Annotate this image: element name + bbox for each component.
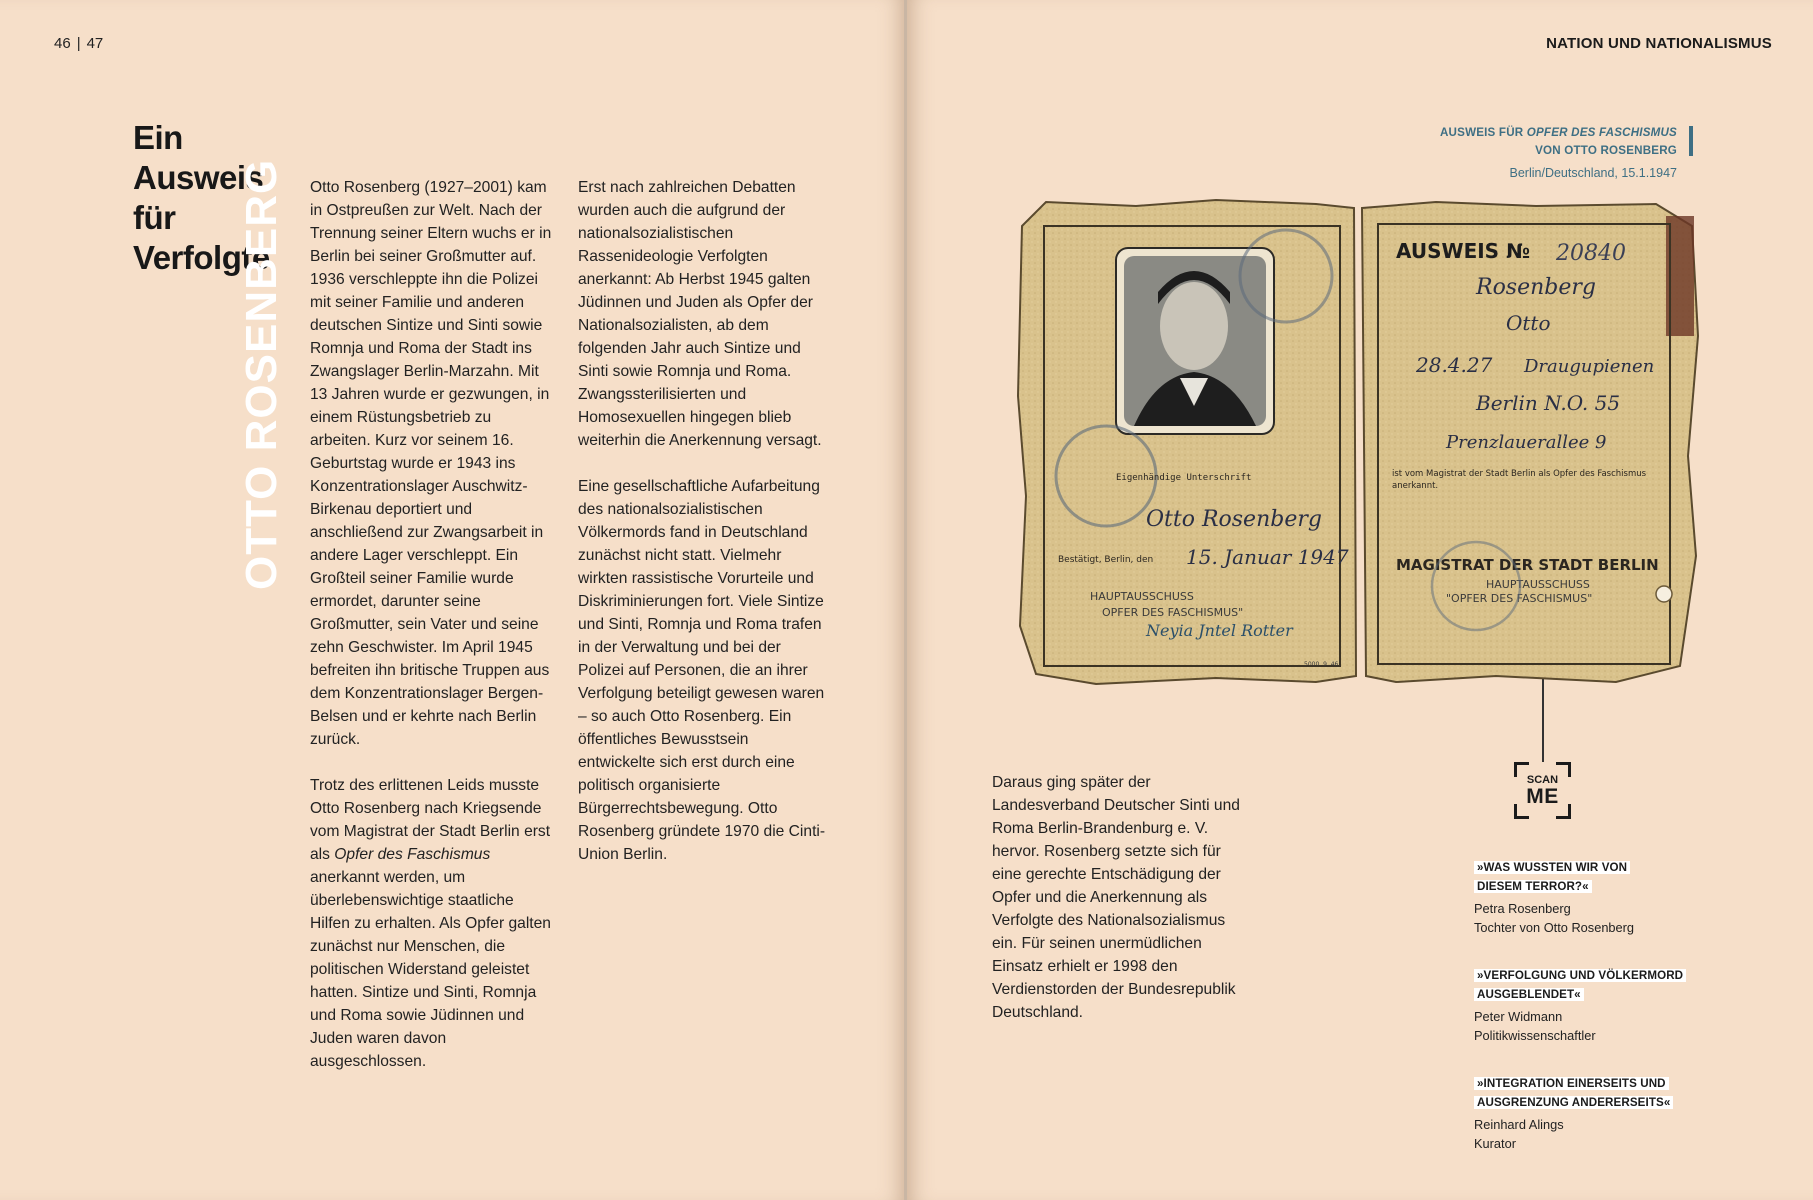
body-paragraph: Daraus ging später der Landesverband Deutscher Sinti und Roma Berlin-Brandenburg e. V. hervor. Rosenberg setzte sich für eine gerechte Entschädigung der Opfer und die Anerkennung als Verfolgte des Nationalsozialismus ein. Für seinen unermüdlichen Einsatz erhielt er 1998 den Verdienstorden der Bundesrepublik Deutschland.: [992, 774, 1240, 1021]
print-code: 5000. 9. 46: [1304, 661, 1339, 668]
scan-me-code[interactable]: [1514, 762, 1571, 819]
video-item[interactable]: [1474, 966, 1704, 1045]
vertical-person-name: OTTO ROSENBERG: [237, 158, 286, 590]
id-number: 20840: [1556, 241, 1626, 266]
page-number-right: 47: [86, 35, 104, 52]
image-caption: [1440, 124, 1677, 180]
video-list: [1474, 858, 1704, 1182]
caption-accent-bar: [1689, 126, 1693, 156]
signature-label: Eigenhändige Unterschrift: [1116, 473, 1252, 483]
video-item[interactable]: [1474, 858, 1704, 937]
video-speaker-role: Politikwissenschaftler: [1474, 1028, 1596, 1043]
page-numbers: [54, 35, 103, 52]
birthplace-entry: Draugupienen: [1524, 356, 1655, 377]
video-speaker: Peter Widmann: [1474, 1009, 1563, 1024]
street-entry: Prenzlauerallee 9: [1446, 432, 1607, 453]
id-heading: AUSWEIS №: [1396, 239, 1531, 263]
video-title: »VERFOLGUNG UND VÖLKERMORD AUSGEBLENDET«: [1474, 969, 1686, 1001]
caption-title: AUSWEIS FÜR OPFER DES FASCHISMUS: [1439, 126, 1677, 139]
scan-label: SCAN: [1526, 774, 1559, 786]
authority-name: MAGISTRAT DER STADT BERLIN: [1396, 556, 1659, 574]
video-title: »INTEGRATION EINERSEITS UND AUSGRENZUNG ANDERERSEITS«: [1474, 1077, 1673, 1109]
page-number-left: 46: [54, 35, 71, 52]
id-card-photo: [1016, 196, 1700, 696]
me-label: ME: [1526, 785, 1559, 808]
italic-term: Opfer des Faschismus: [334, 846, 491, 863]
video-speaker: Petra Rosenberg: [1474, 901, 1571, 916]
city-entry: Berlin N.O. 55: [1476, 391, 1621, 415]
grommet-hole: [1656, 586, 1672, 602]
video-speaker: Reinhard Alings: [1474, 1117, 1564, 1132]
confirm-date: 15. Januar 1947: [1186, 545, 1349, 569]
body-paragraph: Otto Rosenberg (1927–2001) kam in Ostpreußen zur Welt. Nach der Trennung seiner Eltern wuchs er in Berlin bei seiner Großmutter auf. 1936 verschleppte ihn die Polizei mit seiner Familie und anderen deutschen Sintize und Sinti sowie Romnja und Roma der Stadt ins Zwangslager Berlin-Marzahn. Mit 13 Jahren wurde er gezwungen, in einem Rüstungsbetrieb zu arbeiten. Kurz vor seinem 16. Geburtstag wurde er 1943 ins Konzentrationslager Auschwitz-Birkenau deportiert und anschließend zur Zwangsarbeit in andere Lager verschleppt. Ein Großteil seiner Familie wurde ermordet, darunter seine Großmutter, sein Vater und seine zehn Geschwister. Im April 1945 befreiten ihn britische Truppen aus dem Konzentrationslager Bergen-Belsen und er kehrte nach Berlin zurück.: [310, 179, 552, 748]
body-paragraph: Eine gesellschaftliche Aufarbeitung des nationalsozialistischen Völkermords fand in Deutschland zunächst nicht statt. Vielmehr wirkten rassistische Vorurteile und Diskriminierungen fort. Viele Sintize und Sinti, Romnja und Roma trafen in der Verwaltung und bei der Polizei auf Personen, die an ihrer Verfolgung beteiligt gewesen waren – so auch Otto Rosenberg. Ein öffentliches Bewusstsein entwickelte sich erst durch eine politisch organisierte Bürgerrechtsbewegung. Otto Rosenberg gründete 1970 die Cinti-Union Berlin.: [578, 478, 826, 863]
recognition-statement: ist vom Magistrat der Stadt Berlin als Opfer des Faschismus anerkannt.: [1392, 469, 1647, 491]
left-page: [0, 0, 905, 1200]
body-paragraph: Trotz des erlittenen Leids musste Otto Rosenberg nach Kriegsende vom Magistrat der Stadt Berlin erst als Opfer des Faschismus anerkannt werden, um überlebenswichtige staatliche Hilfen zu erhalten. Als Opfer galten zunächst nur Menschen, die politischen Widerstand geleistet hatten. Sintize und Sinti, Romnja und Roma sowie Jüdinnen und Juden waren davon ausgeschlossen.: [310, 777, 551, 1070]
birthdate-entry: 28.4.27: [1416, 353, 1493, 377]
video-title: »WAS WUSSTEN WIR VON DIESEM TERROR?«: [1474, 861, 1630, 893]
authority-sub2: "OPFER DES FASCHISMUS": [1446, 592, 1593, 605]
right-page: [907, 0, 1813, 1200]
caption-subtitle: VON OTTO ROSENBERG: [1535, 144, 1677, 157]
surname-entry: Rosenberg: [1476, 275, 1596, 300]
page-title-text: Ein Ausweis für Verfolgte: [133, 119, 270, 276]
caption-place-date: Berlin/Deutschland, 15.1.1947: [1509, 166, 1677, 180]
section-label: NATION UND NATIONALISMUS: [1546, 35, 1772, 52]
video-item[interactable]: [1474, 1074, 1704, 1153]
page-number-separator: |: [76, 35, 81, 52]
video-speaker-role: Tochter von Otto Rosenberg: [1474, 920, 1635, 935]
portrait-face: [1160, 282, 1228, 370]
stamp-text: HAUPTAUSSCHUSS: [1090, 590, 1194, 603]
official-signature: Neyia Jntel Rotter: [1146, 621, 1293, 640]
body-column-2: [578, 176, 828, 889]
body-paragraph: Erst nach zahlreichen Debatten wurden auch die aufgrund der nationalsozialistischen Rassenideologie Verfolgten anerkannt: Ab Herbst 1945 galten Jüdinnen und Juden als Opfer der Nationalsozialisten, ab dem folgenden Jahr auch Sintize und Sinti sowie Romnja und Roma. Zwangssterilisierten und Homosexuellen hingegen blieb weiterhin die Anerkennung versagt.: [578, 179, 822, 449]
authority-sub1: HAUPTAUSSCHUSS: [1486, 578, 1590, 591]
video-speaker-role: Kurator: [1474, 1136, 1516, 1151]
body-column-1: [310, 176, 556, 1096]
stamp-text-2: OPFER DES FASCHISMUS": [1102, 606, 1244, 619]
handwritten-signature: Otto Rosenberg: [1146, 507, 1322, 532]
body-column-3: [992, 771, 1242, 1047]
confirm-label: Bestätigt, Berlin, den: [1058, 555, 1154, 565]
firstname-entry: Otto: [1506, 311, 1551, 335]
